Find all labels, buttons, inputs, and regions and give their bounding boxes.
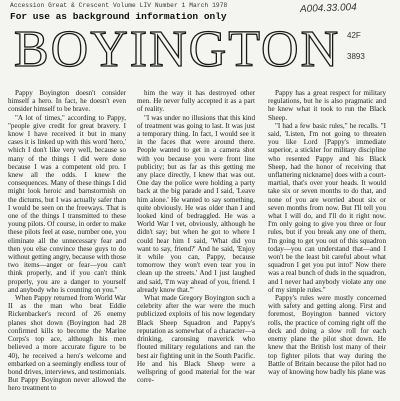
archive-code-1: 42F <box>347 31 361 40</box>
source-line: Accession Great & Crescent Volume LIV Number 1 March 1978 <box>10 2 228 9</box>
article-title: BOYINGTON <box>14 21 341 78</box>
paragraph: Pappy's rules were mostly concerned with safety and getting along. First and foremost, Boyington banned victory rolls, the practice of coming right off the deck and doing a slow roll for each enemy plane the pilot shot down. He knew that the British lost many of their top fighter pilots that way during the Battle of Britain because the pilot had no way of knowing how badly his plane was <box>268 294 386 376</box>
article-column-1 <box>8 89 126 401</box>
usage-notice: For use as background information only <box>10 11 227 22</box>
paragraph: What made Gregory Boyington such a celebrity after the war were the much publicized exploits of his now legendary Black Sheep Squadron and Pappy's reputation as somewhat of a character—a drinking, carousing maverick who flouted military regulations and ran the best air fighting unit in the South Pacific. He and his Black Sheep were a wellspring of good material for the war corre- <box>137 294 255 385</box>
paragraph: "I was under no illusions that this kind of treatment was going to last. It was just a temporary thing. In fact, I would see it in the faces that were around there. People wanted to get in a camera shot with you because you were front line publicity; but as far as this getting me any place directly, I knew that was out. One day the police were holding a party back at the big parade and I said, 'Leave him alone.' He wanted to say something, quite obviously. He was older than I and looked kind of bedraggled. He was a World War I vet, obviously, although he didn't say; but when he got to where I could hear him I said, 'What did you want to say, friend?' And he said, 'Enjoy it while you can, Pappy, because tomorrow they won't even tear you in clean up the streets.' And I just laughed and said, 'I'm way ahead of you, friend. I already know that.'" <box>137 113 255 294</box>
paragraph: "I had a few basic rules," he recalls. "I said, 'Listen, I'm not going to threaten you like Lord [Pappy's immediate superior, a stickler for military discipline who resented Pappy and his Black Sheep, had the honor of receiving that unflattering nickname] does with a court-martial, that's over your heads. It would take six or seven months to do that, and none of you are worried about six or seven months from now. But I'll tell you what I will do, and I'll do it right now. I'm only going to give you three or four rules, but if you break any one of them, I'm going to get you out of this squadron today—you can understand that—and I won't be the least bit careful about what squadron I get you put into!' Now there was a real bunch of duds in the squadron, and I never had anybody violate any one of my simple rules." <box>268 121 386 294</box>
paragraph: When Pappy returned from World War II as the man who beat Eddie Rickenbacker's record of 26 enemy planes shot down (Boyington had 28 confirmed kills to become the Marine Corps's top ace, although his men believed a more accurate figure to be 40), he received a hero's welcome and embarked on a seemingly endless tour of bond drives, interviews, and testimonials. But Pappy Boyington never allowed the hero treatment to <box>8 294 126 393</box>
paragraph: him the way it has destroyed other men. He never fully accepted it as a part of reality. <box>137 89 255 114</box>
archive-code-2: 3893 <box>347 52 365 61</box>
paragraph: Pappy Boyington doesn't consider himself a hero. In fact, he doesn't even consider himself to be brave. <box>8 89 126 114</box>
article-column-2 <box>137 89 255 401</box>
paragraph: "A lot of times," according to Pappy, "people give credit for great bravery. I know I have received it but in many cases it is linked up with this word 'hero,' which I don't like very well, because so many of the things I did were done because I was a competent old pro. I knew all the odds. I knew the consequences. Many of these things I did might look heroic and barnstormish on the dictums, but I was actually safer than I would be seen on the freeways. That is one of the things I transmitted to these young pilots. Of course, in order to make these pilots feel at ease, number one, you eliminate all the unnecessary fear and then you else convince these guys to do without getting angry, because with those two items—anger or fear—you can't think properly, and if you can't think properly, you are a danger to yourself and anybody who is counting on you." <box>8 113 126 294</box>
paragraph: Pappy has a great respect for military regulations, but he is also pragmatic and he knew what it took to run the Black Sheep. <box>268 89 386 122</box>
handwritten-id: A004.33.004 <box>299 2 357 15</box>
article-column-3 <box>268 89 386 401</box>
